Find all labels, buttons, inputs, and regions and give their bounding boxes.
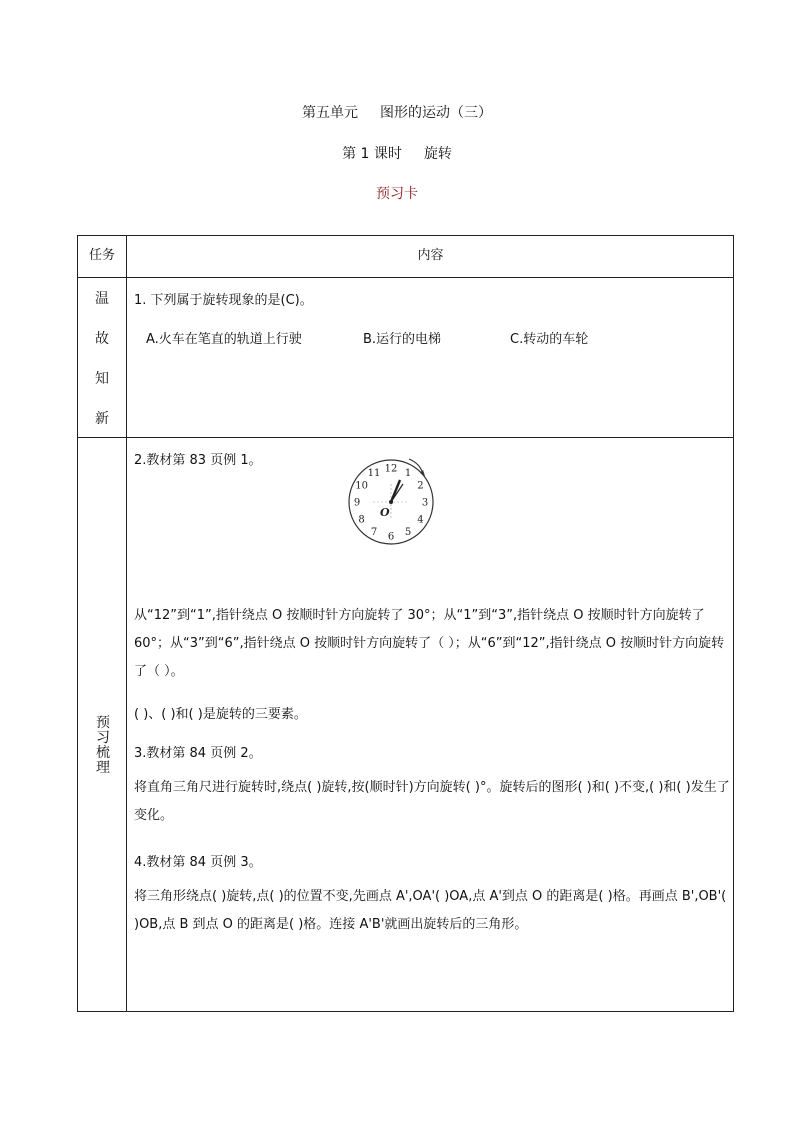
q3-paragraph: 将直角三角尺进行旋转时,绕点( )旋转,按(顺时针)方向旋转( )°。旋转后的图形( )和( )不变,( )和( )发生了变化。 [134, 780, 730, 823]
q4-title: 4.教材第 84 页例 3。 [134, 855, 262, 870]
review-label [78, 288, 126, 448]
unit-number: 第五单元 [302, 105, 358, 121]
review-label-char: 温 [95, 291, 109, 307]
clock-number: 6 [387, 531, 395, 543]
clock-number: 4 [417, 514, 424, 526]
header-task: 任务 [88, 248, 115, 263]
review-option-c: C.转动的车轮 [510, 332, 589, 347]
row-divider-header [78, 277, 733, 278]
review-label-char: 知 [95, 371, 109, 387]
clock-center-dot [389, 500, 393, 504]
clock-number: 12 [384, 463, 398, 475]
clock-number: 10 [355, 480, 368, 492]
clock-number: 1 [404, 468, 412, 480]
header-content: 内容 [417, 248, 444, 263]
unit-title [0, 102, 794, 122]
review-option-b: B.运行的电梯 [363, 332, 442, 347]
lesson-number: 第 1 课时 [342, 146, 402, 162]
clock-number: 5 [404, 526, 412, 538]
preview-label: 预习梳理 [96, 715, 110, 776]
unit-topic: 图形的运动（三） [380, 105, 492, 121]
q2-three-elements: ( )、( )和( )是旋转的三要素。 [134, 707, 307, 722]
card-title: 预习卡 [376, 186, 418, 202]
clock-number: 11 [367, 468, 381, 480]
review-option-a: A.火车在笔直的轨道上行驶 [146, 332, 302, 347]
clock-number: 8 [358, 514, 365, 526]
q3-title: 3.教材第 84 页例 2。 [134, 746, 262, 761]
review-question: 1. 下列属于旋转现象的是(C)。 [134, 293, 313, 308]
clock-center-label: O [380, 506, 390, 519]
lesson-name: 旋转 [423, 146, 452, 162]
clock-number: 3 [421, 497, 429, 509]
clock-number: 9 [353, 497, 361, 509]
review-label-char: 故 [95, 331, 109, 347]
row-divider-review [78, 437, 733, 438]
clock-number: 2 [417, 480, 424, 492]
q2-title: 2.教材第 83 页例 1。 [134, 453, 262, 468]
column-divider [126, 236, 127, 1011]
clock-number: 7 [370, 526, 378, 538]
lesson-title [0, 143, 794, 163]
q4-paragraph: 将三角形绕点( )旋转,点( )的位置不变,先画点 A',OA'( )OA,点 A'到点 O 的距离是( )格。再画点 B',OB'( )OB,点 B 到点 O 的距离是( )格。连接 A'B'就画出旋转后的三角形。 [134, 889, 727, 932]
q2-paragraph: 从“12”到“1”,指针绕点 O 按顺时针方向旋转了 30°；从“1”到“3”,指针绕点 O 按顺时针方向旋转了 60°；从“3”到“6”,指针绕点 O 按顺时针方向旋转了（ ）；从“6”到“12”,指针绕点 O 按顺时针方向旋转了（ ）。 [134, 608, 725, 679]
clock-diagram [340, 454, 442, 546]
review-label-char: 新 [95, 411, 109, 427]
preview-table [77, 235, 734, 1012]
